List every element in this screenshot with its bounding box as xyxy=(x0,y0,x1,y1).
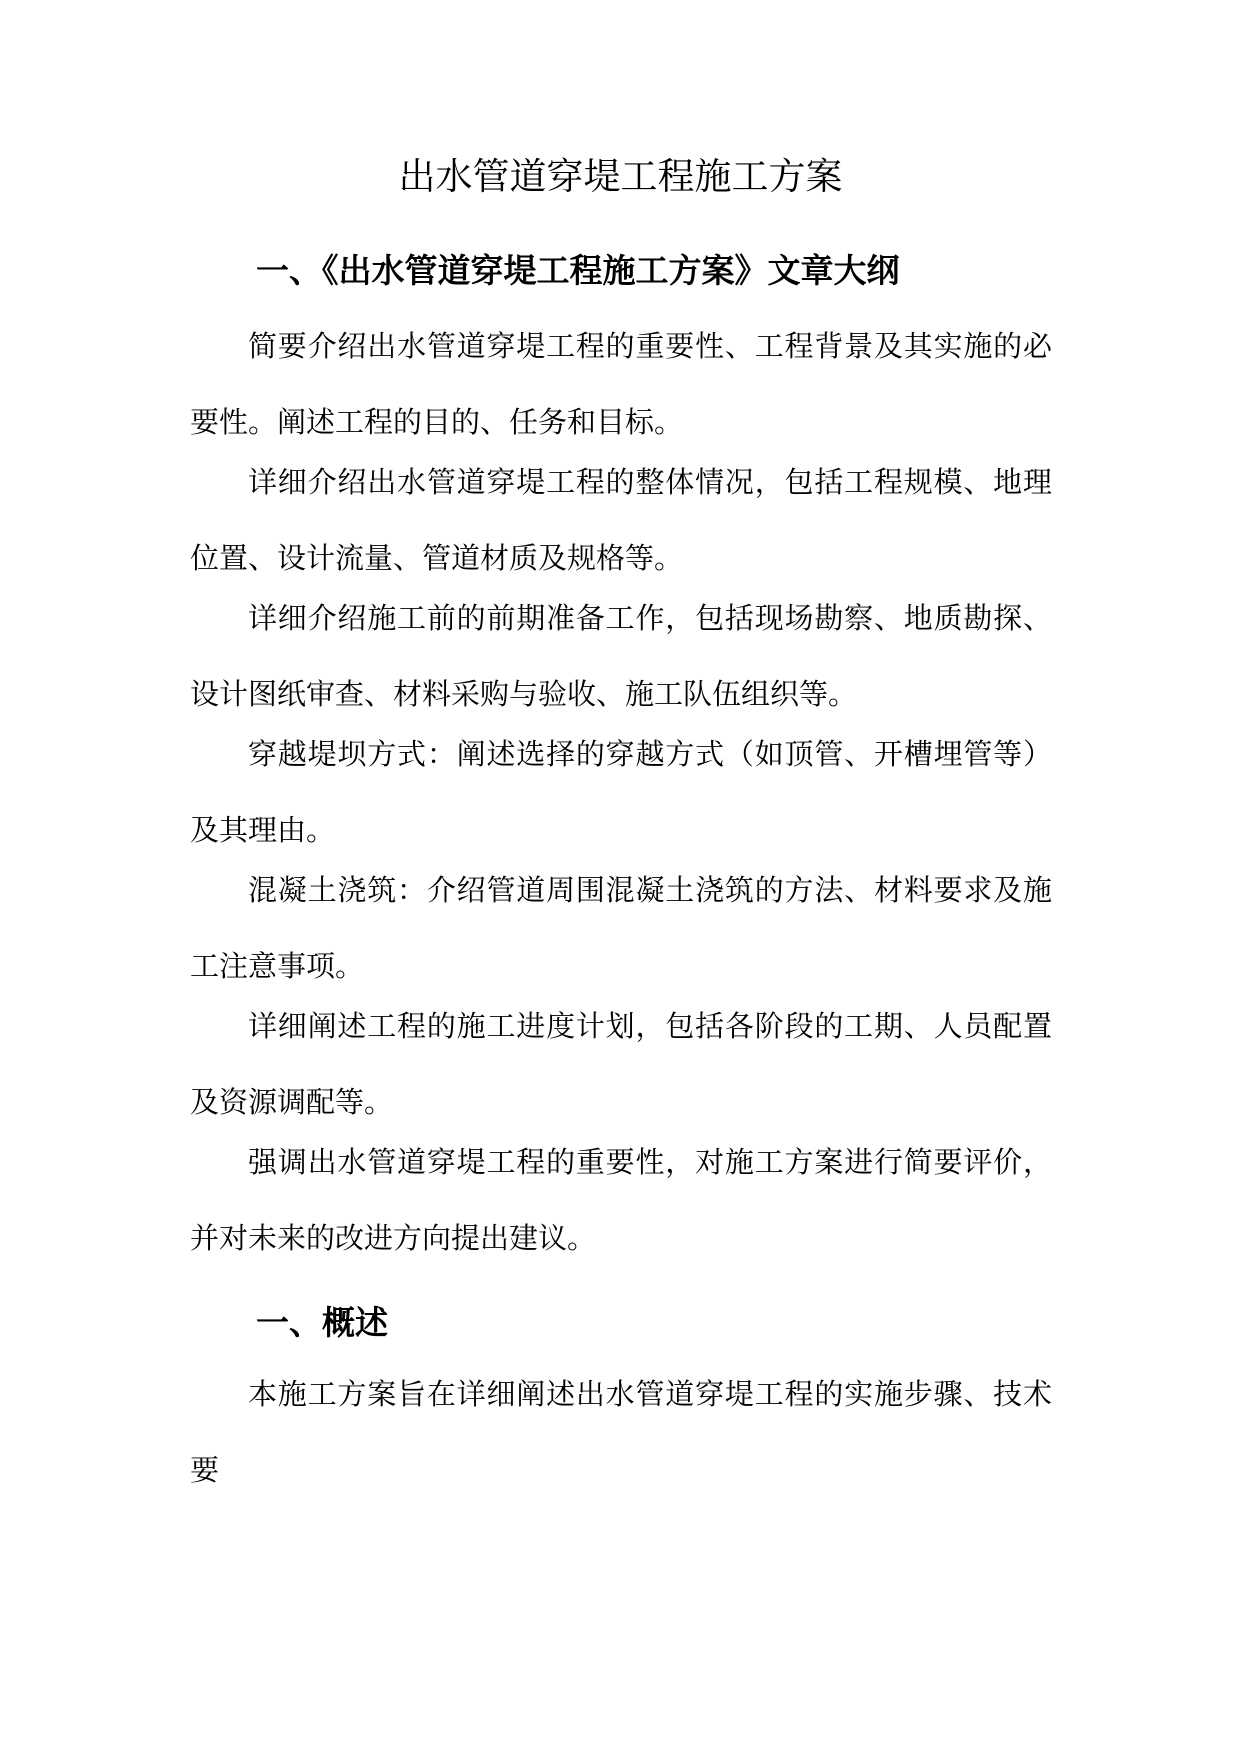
section-heading-overview: 一、概述 xyxy=(256,1303,388,1342)
paragraph-concrete-pouring: 混凝土浇筑：介绍管道周围混凝土浇筑的方法、材料要求及施工注意事项。 xyxy=(190,873,1052,983)
document-title: 出水管道穿堤工程施工方案 xyxy=(398,155,843,198)
paragraph-crossing-method: 穿越堤坝方式：阐述选择的穿越方式（如顶管、开槽埋管等）及其理由。 xyxy=(190,737,1052,847)
paragraph-intro: 简要介绍出水管道穿堤工程的重要性、工程背景及其实施的必要性。阐述工程的目的、任务和目标。 xyxy=(190,329,1052,439)
paragraph-overview-body: 本施工方案旨在详细阐述出水管道穿堤工程的实施步骤、技术要 xyxy=(190,1377,1052,1487)
paragraph-overview: 详细介绍出水管道穿堤工程的整体情况，包括工程规模、地理位置、设计流量、管道材质及规格等。 xyxy=(190,465,1052,575)
paragraph-schedule: 详细阐述工程的施工进度计划，包括各阶段的工期、人员配置及资源调配等。 xyxy=(190,1009,1052,1119)
section-heading-outline: 一、《出水管道穿堤工程施工方案》文章大纲 xyxy=(256,251,900,290)
paragraph-conclusion: 强调出水管道穿堤工程的重要性，对施工方案进行简要评价，并对未来的改进方向提出建议。 xyxy=(190,1145,1052,1255)
paragraph-preparation: 详细介绍施工前的前期准备工作，包括现场勘察、地质勘探、设计图纸审查、材料采购与验收、施工队伍组织等。 xyxy=(190,601,1052,711)
